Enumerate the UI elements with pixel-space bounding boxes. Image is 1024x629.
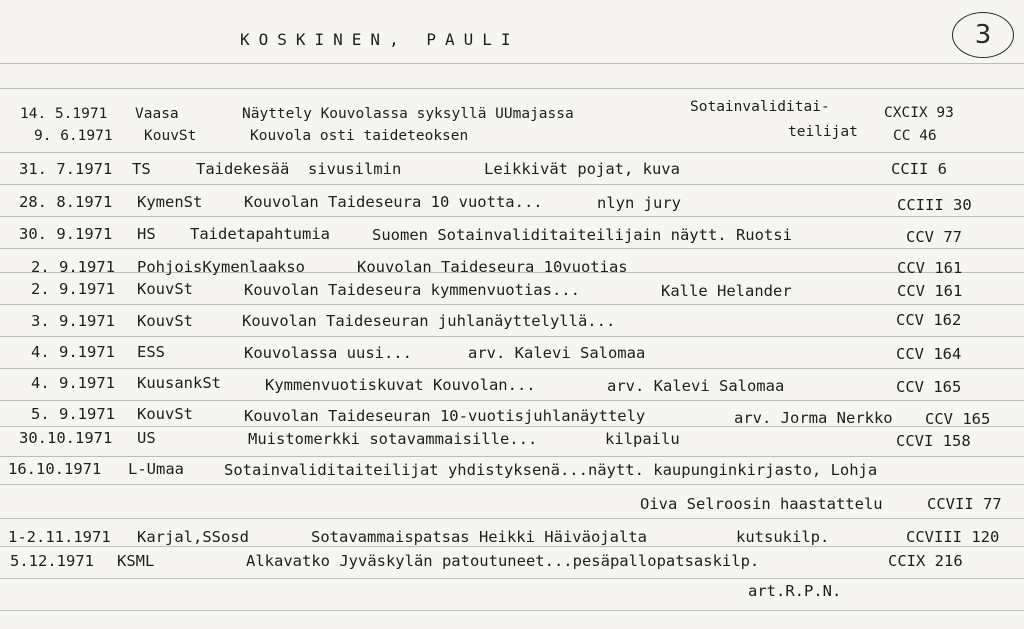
entry-ref: CCVIII 120 bbox=[906, 528, 1000, 546]
entry-note: teilijat bbox=[788, 124, 858, 140]
rule-line bbox=[0, 304, 1024, 305]
rule-line bbox=[0, 88, 1024, 89]
entry-date: 4. 9.1971 bbox=[31, 374, 115, 392]
entry-date: 9. 6.1971 bbox=[34, 128, 113, 144]
entry-ref: CCVII 77 bbox=[927, 495, 1002, 513]
entry-source: KouvSt bbox=[137, 312, 193, 330]
entry-source: KymenSt bbox=[137, 193, 203, 211]
entry-note: kilpailu bbox=[605, 430, 680, 448]
entry-date: 4. 9.1971 bbox=[31, 343, 115, 361]
entry-ref: CCIX 216 bbox=[888, 552, 963, 570]
entry-source: KuusankSt bbox=[137, 374, 221, 392]
entry-note: nlyn jury bbox=[597, 194, 681, 212]
entry-title: Näyttely Kouvolassa syksyllä UUmajassa bbox=[242, 106, 574, 122]
rule-line bbox=[0, 63, 1024, 64]
entry-ref: CCII 6 bbox=[891, 160, 947, 178]
entry-source: KouvSt bbox=[144, 128, 197, 144]
rule-line bbox=[0, 248, 1024, 249]
entry-date: 1-2.11.1971 bbox=[8, 528, 111, 546]
card-signature: art.R.P.N. bbox=[748, 582, 842, 600]
entry-ref: CXCIX 93 bbox=[884, 105, 954, 121]
entry-note: arv. Jorma Nerkko bbox=[734, 409, 893, 427]
entry-note: Oiva Selroosin haastattelu bbox=[640, 495, 883, 513]
entry-title: Kouvolan Taideseuran 10-vuotisjuhlanäyttely bbox=[244, 407, 646, 425]
entry-title: Taidetapahtumia bbox=[190, 225, 330, 243]
entry-date: 30.10.1971 bbox=[19, 429, 113, 447]
entry-source: ESS bbox=[137, 343, 165, 361]
entry-title: Kouvolassa uusi... bbox=[244, 344, 412, 362]
entry-ref: CCVI 158 bbox=[896, 432, 971, 450]
entry-date: 14. 5.1971 bbox=[20, 106, 108, 122]
rule-line bbox=[0, 484, 1024, 485]
entry-date: 2. 9.1971 bbox=[31, 280, 115, 298]
rule-line bbox=[0, 184, 1024, 185]
entry-source: HS bbox=[137, 225, 156, 243]
entry-source: Karjal,SSosd bbox=[137, 528, 249, 546]
entry-ref: CCV 162 bbox=[896, 311, 962, 329]
entry-source: L-Umaa bbox=[128, 460, 184, 478]
entry-ref: CC 46 bbox=[893, 128, 937, 144]
entry-ref: CCV 161 bbox=[897, 259, 963, 277]
entry-title: Kouvolan Taideseura kymmenvuotias... bbox=[244, 281, 580, 299]
rule-line bbox=[0, 456, 1024, 457]
entry-title: Alkavatko Jyväskylän patoutuneet...pesäpallopatsaskilp. bbox=[246, 552, 760, 570]
entry-note: Sotainvaliditai- bbox=[690, 99, 830, 115]
entry-date: 31. 7.1971 bbox=[19, 160, 113, 178]
rule-line bbox=[0, 546, 1024, 547]
entry-ref: CCV 164 bbox=[896, 345, 962, 363]
entry-date: 5. 9.1971 bbox=[31, 405, 115, 423]
entry-title: Kouvolan Taideseura 10 vuotta... bbox=[244, 193, 543, 211]
entry-date: 30. 9.1971 bbox=[19, 225, 113, 243]
entry-title: Muistomerkki sotavammaisille... bbox=[248, 430, 538, 448]
entry-date: 3. 9.1971 bbox=[31, 312, 115, 330]
entry-source: PohjoisKymenlaakso bbox=[137, 258, 305, 276]
entry-title: Kouvola osti taideteoksen bbox=[250, 128, 469, 144]
card-heading: KOSKINEN, PAULI bbox=[240, 30, 520, 49]
rule-line bbox=[0, 400, 1024, 401]
entry-ref: CCV 161 bbox=[897, 282, 963, 300]
entry-source: KouvSt bbox=[137, 405, 193, 423]
entry-title: Kouvolan Taideseura 10vuotias bbox=[357, 258, 628, 276]
rule-line bbox=[0, 152, 1024, 153]
rule-line bbox=[0, 610, 1024, 611]
entry-source: US bbox=[137, 429, 156, 447]
entry-date: 28. 8.1971 bbox=[19, 193, 113, 211]
card-number: 3 bbox=[974, 20, 992, 50]
card-number-badge bbox=[952, 12, 1014, 58]
entry-source: KSML bbox=[117, 552, 155, 570]
entry-source: KouvSt bbox=[137, 280, 193, 298]
entry-title: Sotainvaliditaiteilijat yhdistyksenä...näytt. kaupunginkirjasto, Lohja bbox=[224, 461, 878, 479]
entry-title: Sotavammaispatsas Heikki Häiväojalta bbox=[311, 528, 647, 546]
entry-date: 2. 9.1971 bbox=[31, 258, 115, 276]
entry-ref: CCV 165 bbox=[896, 378, 962, 396]
entry-note: arv. Kalevi Salomaa bbox=[607, 377, 785, 395]
entry-note: Leikkivät pojat, kuva bbox=[484, 160, 680, 178]
entry-source: TS bbox=[132, 160, 151, 178]
entry-note: Suomen Sotainvaliditaiteilijain näytt. Ruotsi bbox=[372, 226, 792, 244]
entry-ref: CCV 165 bbox=[925, 410, 991, 428]
entry-title: Kouvolan Taideseuran juhlanäyttelyllä... bbox=[242, 312, 616, 330]
rule-line bbox=[0, 336, 1024, 337]
rule-line bbox=[0, 518, 1024, 519]
entry-title: Taidekesää sivusilmin bbox=[196, 160, 402, 178]
entry-ref: CCV 77 bbox=[906, 228, 962, 246]
entry-note: arv. Kalevi Salomaa bbox=[468, 344, 646, 362]
entry-title: Kymmenvuotiskuvat Kouvolan... bbox=[265, 376, 536, 394]
rule-line bbox=[0, 578, 1024, 579]
entry-ref: CCIII 30 bbox=[897, 196, 972, 214]
entry-date: 16.10.1971 bbox=[8, 460, 102, 478]
entry-source: Vaasa bbox=[135, 106, 179, 122]
rule-line bbox=[0, 216, 1024, 217]
entry-note: kutsukilp. bbox=[736, 528, 830, 546]
entry-date: 5.12.1971 bbox=[10, 552, 94, 570]
entry-note: Kalle Helander bbox=[661, 282, 792, 300]
rule-line bbox=[0, 368, 1024, 369]
